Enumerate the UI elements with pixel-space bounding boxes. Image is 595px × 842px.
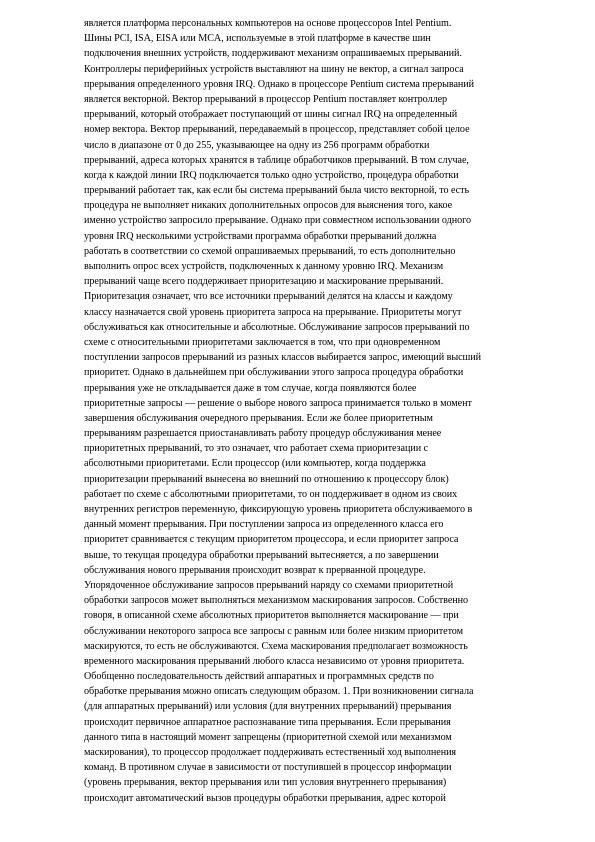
text-line: Упорядоченное обслуживание запросов прерываний наряду со схемами приоритетной — [84, 579, 454, 591]
text-line: команд. В противном случае в зависимости от поступившей в процессор информации — [84, 762, 452, 774]
text-line: именно устройство запросило прерывание. Однако при совместном использовании одного — [84, 215, 471, 227]
text-line: абсолютными приоритетами. Если процессор (или компьютер, когда поддержка — [84, 458, 426, 470]
text-line: обслуживаться как относительные и абсолютные. Обслуживание запросов прерываний по — [84, 321, 470, 333]
text-line: прерываний, который отображает поступающий от шины сигнал IRQ на определенный — [84, 109, 458, 121]
text-line: номер вектора. Вектор прерываний, передаваемый в процессор, представляет собой целое — [84, 124, 470, 136]
text-line: схеме с относительными приоритетами заключается в том, что при одновременном — [84, 336, 441, 348]
text-line: приоритезации прерываний вынесена во внешний по отношению к процессору блок) — [84, 473, 449, 485]
text-line: маскирования), то процессор продолжает поддерживать естественный ход выполнения — [84, 747, 457, 758]
text-line: приоритетных прерываний, то это означает, что работает схема приоритезации с — [84, 443, 428, 455]
text-line: данного типа в настоящий момент запрещены (приоритетной схемой или механизмом — [84, 731, 452, 743]
text-line: временного маскирования прерываний любого класса независимо от уровня приоритета. — [84, 655, 465, 667]
text-line: поступлении запросов прерываний из разных классов выбирается запрос, имеющий высший — [84, 352, 482, 364]
text-line: классу назначается свой уровень приоритета запроса на прерывание. Приоритеты могут — [84, 306, 462, 318]
text-line: прерываниям разрешается приостанавливать работу процедур обслуживания менее — [84, 428, 442, 440]
text-line: обработки запросов может выполняться механизмом маскирования запросов. Собственно — [84, 595, 469, 607]
text-line: завершения обслуживания очередного прерывания. Если же более приоритетным — [84, 412, 433, 424]
text-line: число в диапазоне от 0 до 255, указывающее на одну из 256 программ обработки — [84, 139, 430, 151]
text-line: обслуживании некоторого запроса все запросы с равным или более низким приоритетом — [84, 625, 463, 637]
text-line: приоритет сравнивается с текущим приоритетом процессора, и если приоритет запроса — [84, 534, 459, 546]
text-line: прерываний работает так, как если бы система прерываний была чисто векторной, то есть — [84, 185, 470, 197]
text-line: говоря, в описанной схеме абсолютных приоритетов выполняется маскирование — при — [84, 610, 459, 622]
text-line: происходит автоматический вызов процедуры обработки прерывания, адрес которой — [84, 792, 446, 804]
text-line: обработке прерывания можно описать следующим образом. 1. При возникновении сигнала — [84, 686, 474, 698]
text-line: прерывания уже не откладывается даже в том случае, когда появляются более — [84, 382, 417, 394]
text-line: является платформа персональных компьютеров на основе процессоров Intel Pentium. — [84, 18, 452, 29]
text-line: Контроллеры периферийных устройств выставляют на шину не вектор, а сигнал запроса — [84, 63, 464, 75]
text-line: прерываний, адреса которых хранятся в таблице обработчиков прерываний. В том случае, — [84, 154, 469, 166]
text-line: маскируются, то есть не обслуживаются. Схема маскирования предполагает возможность — [84, 640, 468, 652]
text-line: подключения внешних устройств, поддерживают механизм опрашиваемых прерываний. — [84, 48, 462, 60]
text-line: прерываний чаще всего поддерживает приоритезацию и маскирование прерываний. — [84, 276, 444, 288]
text-line: работает по схеме с абсолютными приоритетами, то он поддерживает в одном из своих — [84, 488, 458, 500]
text-line: является векторной. Вектор прерываний в процессор Pentium поставляет контроллер — [84, 93, 448, 105]
text-line: выше, то текущая процедура обработки прерываний вытесняется, а по завершении — [84, 549, 439, 561]
text-line: внутренних регистров переменную, фиксирующую уровень приоритета обслуживаемого в — [84, 504, 473, 515]
text-line: (уровень прерывания, вектор прерывания или тип условия внутреннего прерывания) — [84, 777, 447, 789]
text-line: когда к каждой линии IRQ подключается только одно устройство, процедура обработки — [84, 169, 459, 181]
text-line: уровня IRQ несколькими устройствами программа обработки прерываний должна — [84, 230, 437, 242]
text-line: данный момент прерывания. При поступлении запроса из определенного класса его — [84, 519, 444, 531]
text-line: приоритет. Однако в дальнейшем при обслуживании этого запроса процедура обработки — [84, 367, 464, 379]
text-line: Приоритезация означает, что все источники прерываний делятся на классы и каждому — [84, 291, 453, 303]
text-line: (для аппаратных прерываний) или условия (для внутренних прерываний) прерывания — [84, 701, 452, 713]
text-line: Обобщенно последовательность действий аппаратных и программных средств по — [84, 671, 434, 683]
text-line: выполнить опрос всех устройств, подключенных к данному уровню IRQ. Механизм — [84, 261, 444, 272]
text-line: Шины PCI, ISA, EISA или MCA, используемые в этой платформе в качестве шин — [84, 33, 431, 45]
text-line: прерывания определенного уровня IRQ. Однако в процессоре Pentium система прерываний — [84, 78, 475, 90]
text-line: обслуживания нового прерывания происходит возврат к прерванной процедуре. — [84, 564, 426, 576]
text-line: процедура не выполняет никаких дополнительных опросов для выяснения того, какое — [84, 200, 453, 212]
text-line: происходит первичное аппаратное распознавание типа прерывания. Если прерывания — [84, 716, 451, 728]
body-text — [84, 16, 524, 806]
text-line: работать в соответствии со схемой опрашиваемых прерываний, то есть дополнительно — [84, 245, 456, 257]
text-line: приоритетные запросы — решение о выборе нового запроса принимается только в момент — [84, 397, 472, 409]
